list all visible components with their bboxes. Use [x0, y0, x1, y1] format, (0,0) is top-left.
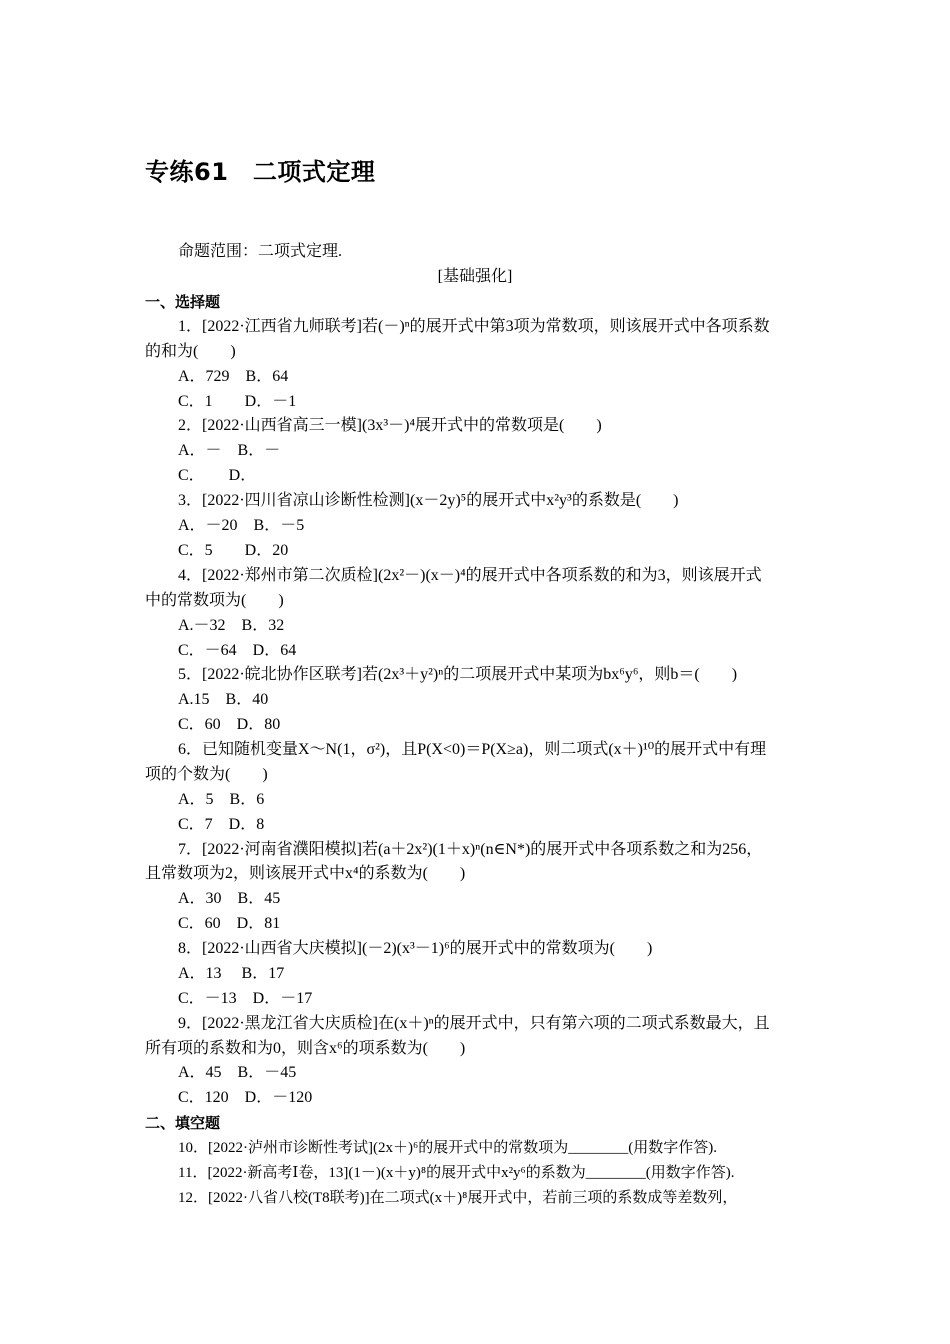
page-title: 专练61 二项式定理 [145, 158, 376, 186]
q2-options-cd: C． D． [178, 467, 257, 484]
q6-options-cd: C．7 D．8 [178, 816, 265, 833]
q6-stem: 6．已知随机变量X～N(1，σ²)，且P(X<0)＝P(X≥a)，则二项式(x＋)¹⁰的展开式中有理 [178, 741, 767, 758]
section-heading-fill: 二、填空题 [145, 1114, 221, 1132]
q5-options-cd: C．60 D．80 [178, 716, 281, 733]
q8-options-ab: A．13 B．17 [178, 965, 285, 982]
q12-stem: 12．[2022·八省八校(T8联考)]在二项式(x＋)⁸展开式中，若前三项的系数成等差数列， [178, 1190, 738, 1206]
scope-text: 命题范围：二项式定理. [178, 243, 343, 260]
q7-options-ab: A．30 B．45 [178, 890, 281, 907]
q4-options-cd: C．－64 D．64 [178, 642, 297, 659]
q9-options-ab: A．45 B．－45 [178, 1064, 297, 1081]
q5-stem: 5．[2022·皖北协作区联考]若(2x³＋y²)ⁿ的二项展开式中某项为bx⁶y⁶，则b＝( ) [178, 666, 738, 683]
q7-stem-cont: 且常数项为2，则该展开式中x⁴的系数为( ) [145, 865, 466, 882]
q1-options-cd: C．1 D．－1 [178, 393, 297, 410]
q6-options-ab: A．5 B．6 [178, 791, 265, 808]
q3-options-cd: C．5 D．20 [178, 542, 289, 559]
q11-stem: 11．[2022·新高考Ⅰ卷，13](1－)(x＋y)⁸的展开式中x²y⁶的系数为________(用数字作答). [178, 1165, 735, 1181]
q7-stem: 7．[2022·河南省濮阳模拟]若(a＋2x²)(1＋x)ⁿ(n∈N*)的展开式中各项系数之和为256， [178, 841, 763, 858]
q2-options-ab: A．－ B．－ [178, 442, 281, 459]
q4-options-ab: A.－32 B．32 [178, 617, 285, 634]
q9-stem-cont: 所有项的系数和为0，则含x⁶的项系数为( ) [145, 1040, 466, 1057]
q8-options-cd: C．－13 D．－17 [178, 990, 313, 1007]
level-heading: [基础强化] [437, 268, 513, 285]
q6-stem-cont: 项的个数为( ) [145, 766, 268, 783]
q4-stem-cont: 中的常数项为( ) [145, 592, 284, 609]
q2-stem: 2．[2022·山西省高三一模](3x³－)⁴展开式中的常数项是( ) [178, 417, 602, 434]
q10-stem: 10．[2022·泸州市诊断性考试](2x＋)⁶的展开式中的常数项为________(用数字作答). [178, 1140, 717, 1156]
q1-stem-cont: 的和为( ) [145, 343, 236, 360]
q3-options-ab: A．－20 B．－5 [178, 517, 305, 534]
q9-options-cd: C．120 D．－120 [178, 1089, 313, 1106]
q7-options-cd: C．60 D．81 [178, 915, 281, 932]
q1-options-ab: A．729 B．64 [178, 368, 289, 385]
q3-stem: 3．[2022·四川省凉山诊断性检测](x－2y)⁵的展开式中x²y³的系数是( ) [178, 492, 679, 509]
q9-stem: 9．[2022·黑龙江省大庆质检]在(x＋)ⁿ的展开式中，只有第六项的二项式系数最大，且 [178, 1015, 770, 1032]
q5-options-ab: A.15 B．40 [178, 691, 269, 708]
q4-stem: 4．[2022·郑州市第二次质检](2x²－)(x－)⁴的展开式中各项系数的和为3，则该展开式 [178, 567, 762, 584]
q1-stem: 1．[2022·江西省九师联考]若(－)ⁿ的展开式中第3项为常数项，则该展开式中各项系数 [178, 318, 770, 335]
q8-stem: 8．[2022·山西省大庆模拟](－2)(x³－1)⁶的展开式中的常数项为( ) [178, 940, 653, 957]
section-heading-choice: 一、选择题 [145, 293, 221, 311]
